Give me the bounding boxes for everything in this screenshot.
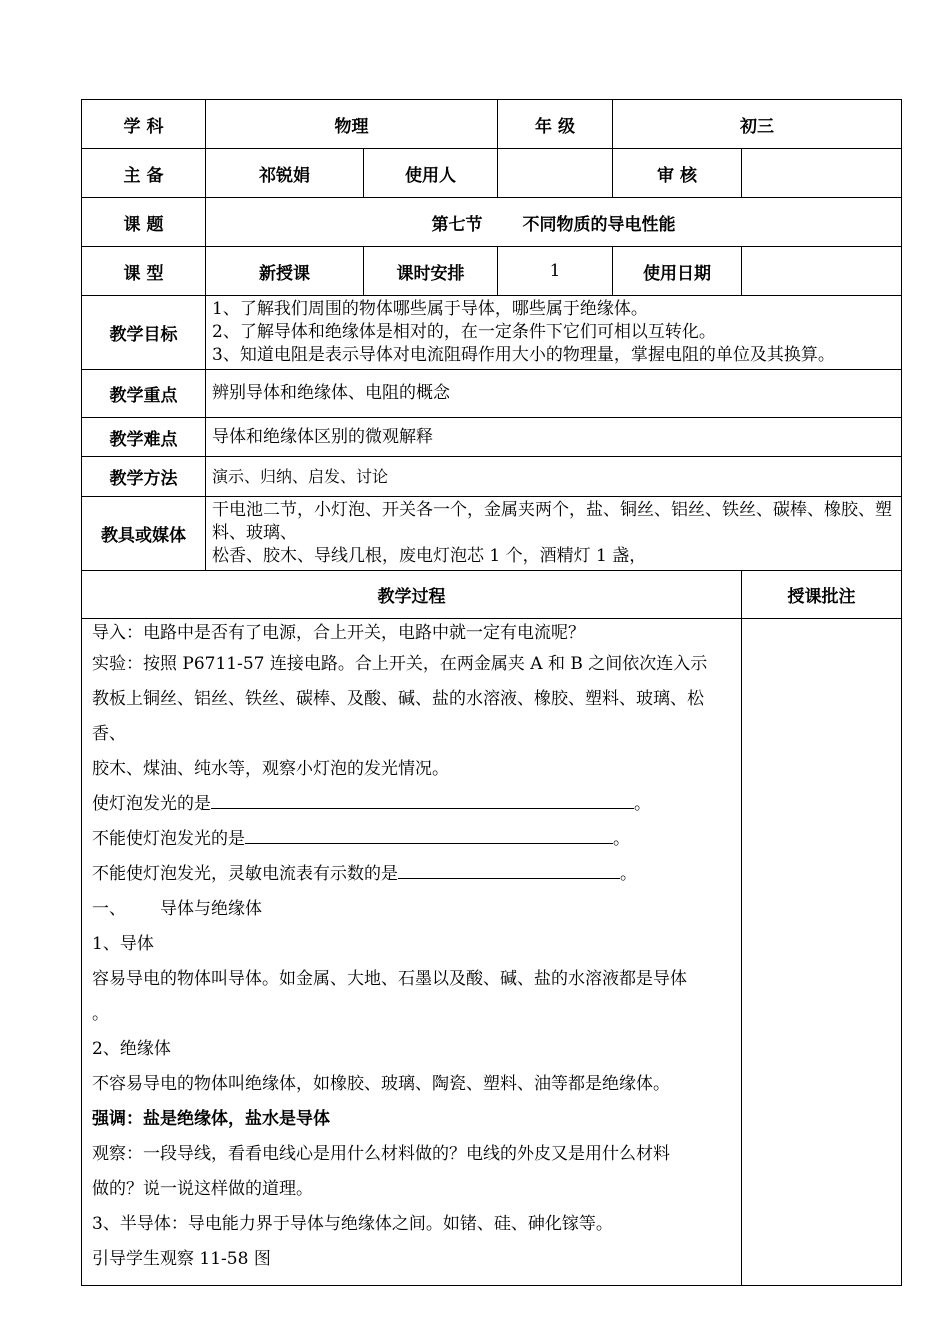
date-value [742,247,902,296]
notes-header: 授课批注 [742,571,902,619]
key-points-value: 辨别导体和绝缘体、电阻的概念 [206,370,902,418]
topic-section: 第七节 [431,214,483,235]
topic-value [206,198,902,247]
difficulties-label: 教学难点 [82,418,206,457]
process-content [82,619,742,1286]
row-key-points [82,370,902,418]
row-objectives [82,296,902,370]
notes-column [742,619,902,1286]
fill-blank-2-text: 不能使灯泡发光的是 [92,829,245,849]
objective-item: 1、了解我们周围的物体哪些属于导体，哪些属于绝缘体。 [212,299,648,319]
type-label: 课 型 [82,247,206,296]
methods-value: 演示、归纳、启发、讨论 [206,457,902,497]
fill-blank-3-text: 不能使灯泡发光，灵敏电流表有示数的是 [92,864,398,884]
objective-item: 3、知道电阻是表示导体对电流阻碍作用大小的物理量，掌握电阻的单位及其换算。 [212,345,835,365]
fill-blank-2-end: 。 [613,829,630,849]
experiment-line: 实验：按照 P6711-57 连接电路。合上开关，在两金属夹 A 和 B 之间依次连入示 [92,654,708,674]
conductor-definition: 容易导电的物体叫导体。如金属、大地、石墨以及酸、碱、盐的水溶液都是导体 [92,969,687,989]
methods-label: 教学方法 [82,457,206,497]
review-value [742,149,902,198]
lesson-plan-table [81,99,902,1286]
row-prep [82,149,902,198]
type-value: 新授课 [206,247,364,296]
materials-line: 松香、胶木、导线几根，废电灯泡芯 1 个，酒精灯 1 盏， [212,546,647,566]
conductor-title: 1、导体 [92,934,154,954]
experiment-line: 胶木、煤油、纯水等，观察小灯泡的发光情况。 [92,759,449,779]
insulator-definition: 不容易导电的物体叫绝缘体，如橡胶、玻璃、陶瓷、塑料、油等都是绝缘体。 [92,1074,670,1094]
insulator-title: 2、绝缘体 [92,1039,171,1059]
semiconductor-text: 3、半导体：导电能力界于导体与绝缘体之间。如锗、硅、砷化镓等。 [92,1214,613,1234]
section-1-heading [92,892,735,927]
observe-line: 观察：一段导线，看看电线心是用什么材料做的？电线的外皮又是用什么材料 [92,1144,670,1164]
objectives-list [206,296,902,370]
key-points-label: 教学重点 [82,370,206,418]
user-label: 使用人 [364,149,498,198]
topic-label: 课 题 [82,198,206,247]
review-label: 审 核 [613,149,742,198]
section-1-number: 一、 [92,899,126,919]
fill-blank-1 [92,787,735,822]
prep-label: 主 备 [82,149,206,198]
answer-blank[interactable] [245,823,613,844]
process-header: 教学过程 [82,571,742,619]
fill-blank-1-end: 。 [634,794,651,814]
fill-blank-2 [92,822,735,857]
row-process-body [82,619,902,1286]
date-label: 使用日期 [613,247,742,296]
intro-text: 导入：电路中是否有了电源，合上开关，电路中就一定有电流呢？ [92,623,585,643]
fill-blank-3 [92,857,735,892]
observe-line: 做的？说一说这样做的道理。 [92,1179,313,1199]
row-materials [82,497,902,571]
fill-blank-1-text: 使灯泡发光的是 [92,794,211,814]
row-process-header [82,571,902,619]
row-subject [82,100,902,149]
row-difficulties [82,418,902,457]
prep-value: 祁锐娟 [206,149,364,198]
experiment-line: 教板上铜丝、铝丝、铁丝、碳棒、及酸、碱、盐的水溶液、橡胶、塑料、玻璃、松香、 [92,689,704,744]
materials-label: 教具或媒体 [82,497,206,571]
conductor-definition-end: 。 [92,1004,109,1024]
objectives-label: 教学目标 [82,296,206,370]
answer-blank[interactable] [211,788,634,809]
row-methods [82,457,902,497]
section-1-title: 导体与绝缘体 [160,899,262,919]
schedule-value: 1 [498,247,613,296]
row-topic [82,198,902,247]
grade-label: 年 级 [498,100,613,149]
objective-item: 2、了解导体和绝缘体是相对的，在一定条件下它们可相以互转化。 [212,322,716,342]
subject-value: 物理 [206,100,498,149]
materials-line: 干电池二节，小灯泡、开关各一个，金属夹两个，盐、铜丝、铝丝、铁丝、碳棒、橡胶、塑料、玻璃、 [212,500,892,543]
schedule-label: 课时安排 [364,247,498,296]
row-type [82,247,902,296]
topic-title: 不同物质的导电性能 [522,214,676,235]
fill-blank-3-end: 。 [620,864,637,884]
difficulties-value: 导体和绝缘体区别的微观解释 [206,418,902,457]
answer-blank[interactable] [398,858,620,879]
emphasis-note: 强调：盐是绝缘体，盐水是导体 [92,1109,330,1129]
grade-value: 初三 [613,100,902,149]
user-value [498,149,613,198]
materials-value [206,497,902,571]
guide-text: 引导学生观察 11-58 图 [92,1249,271,1269]
subject-label: 学 科 [82,100,206,149]
